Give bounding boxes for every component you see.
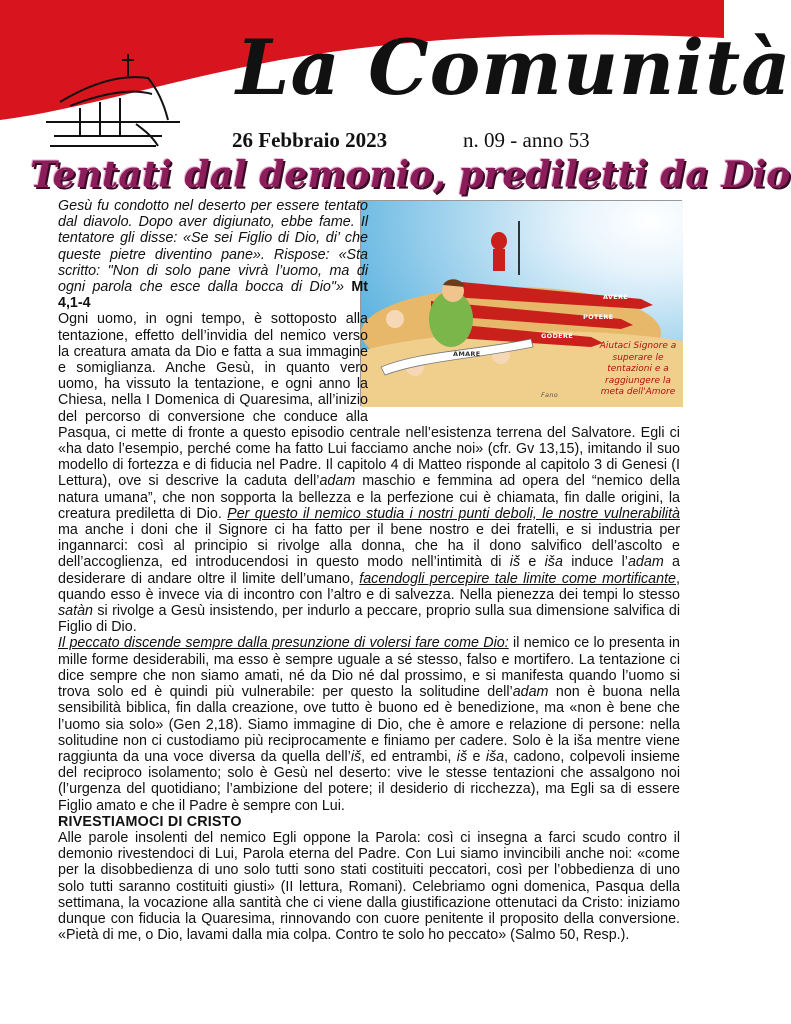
- paragraph-2: [58, 635, 680, 813]
- p1-text-h: si rivolge a Gesù insistendo, per indurlo a peccare, proprio sulla sua dimensione salvifica di Figlio di Dio.: [58, 603, 680, 636]
- p1-adam: adam: [319, 473, 356, 490]
- illustration-spacer: [368, 198, 680, 410]
- p1-emphasis-1: Per questo il nemico studia i nostri punti deboli, le nostre vulnerabilità: [227, 505, 681, 522]
- article-body: [58, 198, 680, 943]
- p1-isa: iša: [544, 554, 563, 571]
- p2-text-a: il nemico ce lo presenta in mille forme desiderabili, ma esso è sempre uguale a sé stesso, falso e mortifero. La tentazione ci dice sempre che non siamo amati, né da Dio né dal prossimo, e si manifesta quando l’uomo si trova solo ed è quindi più vulnerabile: per questo la solitudine dell’: [58, 635, 680, 701]
- gospel-reference: Mt 4,1-4: [58, 279, 368, 312]
- p1-text-a: Ogni uomo, in ogni tempo, è sottoposto alla tentazione, effetto dell’invidia del nemico verso la creatura amata da Dio e fatta a sua immagine e somiglianza. Anche Gesù, in quanto vero uomo, ha vissuto la tentazione, e ogni anno la Chiesa, nella I Domenica di Quaresima, all’inizio del percorso di conversione che conduce alla Pasqua, ci mette di fronte a questo episodio centrale nell’esistenza terrena del Salvatore. Egli ci «ha dato l’esempio, perché come ha fatto Lui facciamo anche noi» (cfr. Gv 13,15), imitando il suo modello di fortezza e di fiducia nel Padre. Il capitolo 4 di Matteo risponde al capitolo 3 di Genesi (I Lettura), ove si descrive la caduta dell’: [58, 311, 680, 490]
- p2-is-2: iš: [456, 748, 468, 765]
- arrow-label-avere: AVERE: [603, 293, 629, 301]
- p2-isa: iša: [485, 748, 505, 765]
- p1-text-g: , quando esso è invece via di incontro con l’altro e di salvezza. Nella pienezza dei tempi lo stesso: [58, 570, 680, 603]
- p1-and: e: [520, 554, 545, 571]
- arrow-label-potere: POTERE: [583, 313, 614, 321]
- p2-text-b: non è buona nella sensibilità biblica, fin dalla creazione, ove tutto è buono ed è benedizione, ma «non è bene che l’uomo sia solo» (Gen 2,18). Siamo immagine di Dio, che è amore e relazione di persone: nella solitudine non ci custodiamo più reciprocamente e finiamo per cadere. Solo è la išа mentre viene raggiunta da una voce diversa da quella dell’: [58, 684, 681, 765]
- illustrator-signature: Fano: [541, 391, 559, 399]
- church-logo-drawing: [40, 50, 190, 150]
- p2-emphasis: Il peccato discende sempre dalla presunzione di volersi fare come Dio:: [58, 635, 509, 652]
- p1-text-b: maschio e femmina ad opera del “nemico della natura umana”, che non sopporta la bellezza e la perfezione cui è chiamata, fin dalle origini, la creatura prediletta di Dio.: [58, 473, 680, 522]
- p2-adam: adam: [512, 684, 549, 701]
- p2-and: e: [467, 748, 486, 765]
- p1-adam-2: adam: [627, 554, 664, 571]
- illustration-caption: Aiutaci Signore a superare le tentazioni e a raggiungere la meta dell'Amore: [599, 341, 677, 397]
- p1-text-f: a desiderare di andare oltre il limite dell’umano,: [58, 554, 680, 587]
- issue-number: n. 09 - anno 53: [463, 128, 590, 152]
- p1-text-d: induce l’: [562, 554, 628, 571]
- p1-satan: satàn: [58, 603, 93, 620]
- masthead-title: La Comunità: [236, 23, 791, 112]
- p1-text-c: ma anche i doni che il Signore ci ha fatto per il bene nostro e dei fratelli, e si industria per ingannarci: così al principio si rivolge alla donna, che ha il dono salvifico dell’ascolto e dell’accoglienza, ed introducendosi in questo modo nell’intimità di: [58, 522, 680, 571]
- p2-text-d: , cadono, colpevoli insieme del reciproco isolamento; solo è Gesù nel deserto: vive le stesse tentazioni che assalgono noi (l’urgenza del quotidiano; l’ambizione del potere; il desiderio di ricchezza), ma Egli sa di essere Figlio amato e che il Padre è sempre con Lui.: [58, 748, 680, 814]
- p2-text-c: , ed entrambi,: [361, 748, 457, 765]
- gospel-quote: Gesù fu condotto nel deserto per essere tentato dal diavolo. Dopo aver digiunato, ebbe fame. Il tentatore gli disse: «Se sei Figlio di Dio, di’ che queste pietre diventino pane». Rispose: «Sta scritto: "Non di solo pane vivrà l’uomo, ma di ogni parola che esce dalla bocca di Dio"»: [58, 198, 368, 296]
- p1-emphasis-2: facendogli percepire tale limite come mortificante: [359, 570, 677, 587]
- issue-date: 26 Febbraio 2023: [232, 128, 388, 152]
- p1-is: iš: [509, 554, 521, 571]
- article-headline: Tentati dal demonio, prediletti da Dio: [30, 154, 791, 196]
- p2-is: iš: [350, 748, 362, 765]
- ribbon-label-amare: AMARE: [453, 350, 481, 358]
- arrow-label-godere: GODERE: [541, 332, 573, 340]
- paragraph-3: Alle parole insolenti del nemico Egli oppone la Parola: così ci insegna a farci scudo contro il demonio rivestendoci di Lui, Parola eterna del Padre. Con Lui siamo invincibili anche noi: «come per la disobbedienza di uno solo tutti sono stati costituiti peccatori, così per l’obbedienza di uno solo tutti saranno costituiti giusti» (II lettura, Romani). Celebriamo ogni domenica, Pasqua della settimana, la vocazione alla santità che ci viene dalla giustificazione ottenutaci da Cristo: iniziamo dunque con fiducia la Quaresima, rinnovando con cuore penitente il proposito della conversione. «Pietà di me, o Dio, lavami dalla mia colpa. Contro te solo ho peccato» (Salmo 50, Resp.).: [58, 829, 680, 944]
- section-title: RIVESTIAMOCI DI CRISTO: [58, 813, 242, 830]
